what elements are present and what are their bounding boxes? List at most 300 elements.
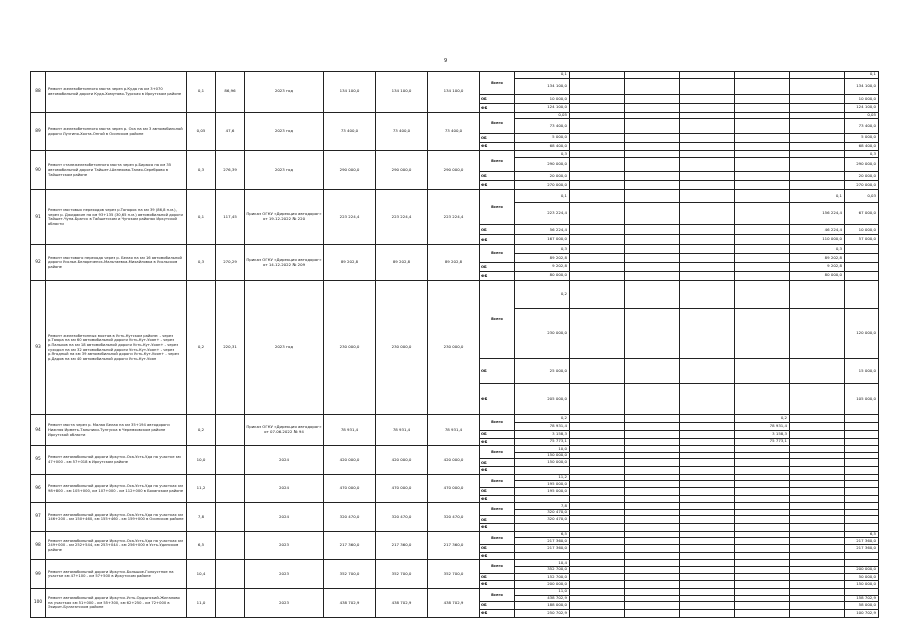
year-amount-cell [735,609,790,617]
percent-value [216,474,245,503]
year-amount-cell [570,384,625,415]
funding-source-label: ФБ [480,384,515,415]
year-amount-cell [845,438,879,446]
year-amount-cell: 11,0 [515,589,570,595]
basis-document: 2024 [245,474,324,503]
program-cost: 223 224,4 [428,190,480,245]
year-amount-cell: 50 000,0 [845,573,879,581]
program-cost: 89 202,8 [428,245,480,280]
year-amount-cell [570,452,625,459]
year-amount-cell [735,481,790,488]
funding-source-label: ФБ [480,142,515,151]
length-km: 0,2 [187,415,216,446]
basis-document: 2023 [245,560,324,589]
year-amount-cell [680,516,735,524]
funding-source-label: ФБ [480,581,515,589]
table-row [31,415,879,423]
year-amount-cell [570,566,625,573]
year-amount-cell [790,158,845,172]
year-amount-cell [625,459,680,467]
year-amount-cell [570,602,625,610]
funding-source-label: Всего [480,280,515,358]
year-amount-cell [625,566,680,573]
year-amount-cell [790,516,845,524]
project-name: Ремонт автомобильной дороги Иркутск-Оса-Усть-Уда на участке км 47+000 - км 57+018 в Иркутском районе [46,446,187,475]
year-amount-cell [625,467,680,475]
funding-source-label: ФБ [480,438,515,446]
basis-document: 2023 год [245,72,324,113]
year-amount-cell [790,415,845,423]
year-amount-cell [570,481,625,488]
year-amount-cell [845,452,879,459]
year-amount-cell: 20 000,0 [515,172,570,181]
year-amount-cell: 217 360,0 [515,538,570,545]
percent-value [216,531,245,560]
year-amount-cell [790,566,845,573]
funding-source-label: Всего [480,151,515,172]
year-amount-cell [680,119,735,133]
funding-source-label: ОБ [480,516,515,524]
year-amount-cell [570,133,625,142]
year-amount-cell: 0,2 [515,280,570,309]
year-amount-cell [790,119,845,133]
percent-value [216,446,245,475]
year-amount-cell: 200 000,0 [515,581,570,589]
year-amount-cell [570,423,625,431]
year-amount-cell [570,573,625,581]
year-amount-cell: 0,3 [515,245,570,254]
year-amount-cell: 73 400,0 [515,119,570,133]
estimated-cost: 217 360,0 [376,531,428,560]
year-amount-cell [735,573,790,581]
project-name: Ремонт сталежелезобетонного моста через р.Бирюса на км 35 автомобильной дороги Тайшет-Шелехово-Талая-Сереброво в Тайшетском районе [46,151,187,190]
total-cost: 470 000,0 [324,474,376,503]
year-amount-cell [570,95,625,104]
year-amount-cell [680,595,735,602]
year-amount-cell [680,280,735,309]
year-amount-cell: 11,2 [515,474,570,480]
project-number: 92 [31,245,46,280]
funding-source-label: Всего [480,415,515,430]
year-amount-cell [680,481,735,488]
year-amount-cell [845,487,879,495]
funding-source-label: ОБ [480,487,515,495]
year-amount-cell [625,271,680,280]
year-amount-cell [625,595,680,602]
year-amount-cell [735,151,790,158]
program-cost: 78 931,4 [428,415,480,446]
year-amount-cell: 0,2 [515,415,570,423]
year-amount-cell [570,359,625,384]
year-amount-cell [735,271,790,280]
funding-source-label: ФБ [480,271,515,280]
year-amount-cell [735,158,790,172]
year-amount-cell [570,581,625,589]
percent-value: 270,29 [216,245,245,280]
year-amount-cell [625,133,680,142]
total-cost: 89 202,8 [324,245,376,280]
year-amount-cell [570,235,625,245]
length-km: 10,4 [187,560,216,589]
year-amount-cell [570,142,625,151]
year-amount-cell: 0,3 [790,245,845,254]
year-amount-cell: 80 000,0 [790,271,845,280]
year-amount-cell [680,263,735,272]
year-amount-cell [625,359,680,384]
length-km: 0,2 [187,280,216,415]
year-amount-cell: 167 000,0 [515,235,570,245]
year-amount-cell: 150 000,0 [845,581,879,589]
funding-source-label: ФБ [480,181,515,190]
year-amount-cell: 230 000,0 [515,309,570,359]
estimated-cost: 89 202,8 [376,245,428,280]
year-amount-cell [790,459,845,467]
year-amount-cell [735,95,790,104]
program-cost: 290 000,0 [428,151,480,190]
year-amount-cell: 0,03 [845,190,879,203]
year-amount-cell: 75 773,1 [515,438,570,446]
year-amount-cell [790,487,845,495]
year-amount-cell [735,459,790,467]
year-amount-cell: 10,4 [515,560,570,566]
year-amount-cell: 0,1 [790,190,845,203]
funding-source-label: ФБ [480,235,515,245]
year-amount-cell [515,524,570,532]
year-amount-cell: 0,1 [515,190,570,203]
funding-source-label: ОБ [480,359,515,384]
funding-source-label: Всего [480,112,515,133]
year-amount-cell [845,459,879,467]
year-amount-cell: 68 400,0 [845,142,879,151]
project-number: 100 [31,589,46,618]
year-amount-cell [625,119,680,133]
year-amount-cell [680,203,735,225]
year-amount-cell: 100 702,9 [845,609,879,617]
year-amount-cell [625,181,680,190]
year-amount-cell [570,430,625,438]
estimated-cost: 223 224,4 [376,190,428,245]
year-amount-cell [570,225,625,235]
year-amount-cell: 75 773,1 [735,438,790,446]
year-amount-cell [625,245,680,254]
year-amount-cell [790,581,845,589]
year-amount-cell: 195 000,0 [515,481,570,488]
year-amount-cell [625,309,680,359]
year-amount-cell: 5 000,0 [515,133,570,142]
total-cost: 223 224,4 [324,190,376,245]
estimated-cost: 78 931,4 [376,415,428,446]
percent-value: 220,31 [216,280,245,415]
project-number: 89 [31,112,46,151]
year-amount-cell [735,524,790,532]
total-cost: 352 700,0 [324,560,376,589]
year-amount-cell [570,158,625,172]
year-amount-cell [735,119,790,133]
funding-source-label: Всего [480,446,515,459]
program-cost: 420 000,0 [428,446,480,475]
program-cost: 470 000,0 [428,474,480,503]
year-amount-cell [845,552,879,560]
length-km: 11,0 [187,589,216,618]
year-amount-cell [735,254,790,263]
year-amount-cell: 223 224,4 [515,203,570,225]
length-km: 0,1 [187,72,216,113]
year-amount-cell [680,235,735,245]
year-amount-cell: 124 100,0 [845,104,879,113]
year-amount-cell [845,280,879,309]
year-amount-cell: 290 000,0 [515,158,570,172]
funding-source-label: ФБ [480,495,515,503]
year-amount-cell [570,595,625,602]
year-amount-cell [625,438,680,446]
estimated-cost: 352 700,0 [376,560,428,589]
year-amount-cell [845,467,879,475]
total-cost: 134 100,0 [324,72,376,113]
year-amount-cell: 0,3 [515,151,570,158]
year-amount-cell [790,384,845,415]
project-name: Ремонт моста через р. Малая Белая на км 35+194 автодороги Нижняя Ирметь-Тальники-Тулгуска в Черемховском районе Иркутской области [46,415,187,446]
year-amount-cell [735,245,790,254]
year-amount-cell [680,172,735,181]
year-amount-cell [790,430,845,438]
year-amount-cell [735,112,790,119]
project-number: 97 [31,503,46,532]
year-amount-cell [625,280,680,309]
year-amount-cell [515,495,570,503]
year-amount-cell [845,495,879,503]
year-amount-cell [680,495,735,503]
year-amount-cell [570,438,625,446]
year-amount-cell [790,467,845,475]
year-amount-cell [625,203,680,225]
project-name: Ремонт железобетонного моста через р.Куда на км 3+070 автомобильной дороги Куда-Хомутово-Турская в Иркутском районе [46,72,187,113]
year-amount-cell [845,263,879,272]
basis-document: 2024 [245,503,324,532]
year-amount-cell: 67 000,0 [845,203,879,225]
project-name: Ремонт автомобильной дороги Иркутск-Оса-Усть-Уда на участках км 98+800 - км 105+000, км 107+000 - км 112+000 в Боханском районе [46,474,187,503]
year-amount-cell: 57 000,0 [845,235,879,245]
year-amount-cell [735,225,790,235]
funding-source-label: Всего [480,503,515,516]
year-amount-cell: 124 100,0 [515,104,570,113]
project-name: Ремонт железобетонных мостов в Усть-Кутском районе: - через р.Таюра на км 60 автомобильной дороги Усть-Кут-Уоян+ - через р.Пальков на км 18 автомобильной дороги Усть-Кут-Уоян+ - через суходол на км 32 автомобильной дороги Усть-Кут-Уоян+ - через р.Ягодный на км 39 автомобильной дороги Усть-Кут-Уоян+ - через р.Дадов на км 40 автомобильной дороги Усть-Кут-Уоян [46,280,187,415]
year-amount-cell: 0,05 [515,112,570,119]
year-amount-cell [570,280,625,309]
year-amount-cell [570,495,625,503]
program-cost: 320 470,0 [428,503,480,532]
year-amount-cell [570,254,625,263]
total-cost: 73 400,0 [324,112,376,151]
year-amount-cell [680,133,735,142]
year-amount-cell [735,487,790,495]
year-amount-cell [790,309,845,359]
funding-source-label: Всего [480,245,515,263]
year-amount-cell [570,538,625,545]
year-amount-cell [735,309,790,359]
year-amount-cell [790,95,845,104]
project-number: 88 [31,72,46,113]
year-amount-cell [570,609,625,617]
length-km: 10,0 [187,446,216,475]
basis-document: Приказ ОГКУ «Дирекция автодорог» от 07.06.2022 № 94 [245,415,324,446]
length-km: 0,3 [187,245,216,280]
basis-document: 2023 [245,589,324,618]
year-amount-cell [625,104,680,113]
year-amount-cell [790,609,845,617]
funding-source-label: ОБ [480,225,515,235]
year-amount-cell: 195 000,0 [515,487,570,495]
year-amount-cell [570,487,625,495]
total-cost: 217 360,0 [324,531,376,560]
year-amount-cell [680,225,735,235]
year-amount-cell [570,245,625,254]
project-number: 98 [31,531,46,560]
year-amount-cell [680,438,735,446]
basis-document: 2024 [245,446,324,475]
funding-source-label: ОБ [480,459,515,467]
percent-value [216,503,245,532]
year-amount-cell: 188 000,0 [515,602,570,610]
estimated-cost: 290 000,0 [376,151,428,190]
year-amount-cell [790,481,845,488]
year-amount-cell: 110 000,0 [790,235,845,245]
year-amount-cell [680,384,735,415]
year-amount-cell: 0,1 [845,72,879,79]
year-amount-cell [680,72,735,79]
year-amount-cell [625,516,680,524]
year-amount-cell [680,359,735,384]
project-name: Ремонт мостовых переходов через р.Топорок на км 39 (86,8 п.м.), через р. Джидакин на км 93+135 (30,65 п.м.) автомобильной дороги Тайшет-Чуна-Братск в Тайшетском и Чунском районах Иркутской области [46,190,187,245]
year-amount-cell [625,254,680,263]
percent-value: 47,6 [216,112,245,151]
year-amount-cell: 150 000,0 [515,459,570,467]
year-amount-cell [680,509,735,516]
year-amount-cell [735,384,790,415]
year-amount-cell [845,524,879,532]
funding-source-label: ОБ [480,430,515,438]
year-amount-cell: 120 000,0 [845,309,879,359]
year-amount-cell [735,545,790,553]
year-amount-cell: 217 360,0 [515,545,570,553]
table-row [31,112,879,119]
year-amount-cell [625,573,680,581]
year-amount-cell [735,235,790,245]
budget-table [30,71,879,618]
year-amount-cell [680,538,735,545]
year-amount-cell [790,545,845,553]
estimated-cost: 134 100,0 [376,72,428,113]
year-amount-cell [790,538,845,545]
year-amount-cell [845,509,879,516]
year-amount-cell: 0,3 [845,151,879,158]
project-number: 96 [31,474,46,503]
year-amount-cell: 250 702,9 [515,609,570,617]
year-amount-cell [790,78,845,95]
year-amount-cell [790,524,845,532]
year-amount-cell [680,415,735,423]
year-amount-cell [625,487,680,495]
total-cost: 78 931,4 [324,415,376,446]
year-amount-cell: 217 360,0 [845,538,879,545]
funding-source-label: Всего [480,72,515,95]
year-amount-cell: 320 470,0 [515,509,570,516]
year-amount-cell [735,280,790,309]
year-amount-cell [845,516,879,524]
year-amount-cell: 156 224,4 [790,203,845,225]
program-cost: 352 700,0 [428,560,480,589]
project-name: Ремонт автомобильной дороги Иркутск-Оса-Усть-Уда на участках км 146+200 - км 150+460, км 155+460 - км 159+000 в Осинском районе [46,503,187,532]
year-amount-cell: 0,2 [735,415,790,423]
table-row [31,245,879,254]
year-amount-cell [570,545,625,553]
year-amount-cell: 46 224,4 [790,225,845,235]
year-amount-cell [680,467,735,475]
year-amount-cell [735,467,790,475]
year-amount-cell: 3 158,3 [515,430,570,438]
year-amount-cell [790,602,845,610]
year-amount-cell: 6,5 [515,531,570,537]
year-amount-cell [625,495,680,503]
year-amount-cell: 6,5 [845,531,879,537]
year-amount-cell [680,142,735,151]
year-amount-cell [735,509,790,516]
year-amount-cell: 150 000,0 [515,452,570,459]
year-amount-cell [625,415,680,423]
year-amount-cell [625,524,680,532]
year-amount-cell [680,573,735,581]
year-amount-cell: 73 400,0 [845,119,879,133]
year-amount-cell: 200 000,0 [845,566,879,573]
project-name: Ремонт автомобильной дороги Иркутск-Оса-Усть-Уда на участках км 249+000 - км 252+544, км 253+044 - км 256+000 в Усть-Удинском районе [46,531,187,560]
funding-source-label: Всего [480,589,515,602]
project-number: 99 [31,560,46,589]
percent-value: 276,39 [216,151,245,190]
year-amount-cell: 58 000,0 [845,602,879,610]
funding-source-label: ОБ [480,95,515,104]
percent-value: 86,96 [216,72,245,113]
estimated-cost: 438 702,9 [376,589,428,618]
year-amount-cell [625,190,680,203]
basis-document: 2023 год [245,112,324,151]
program-cost: 438 702,9 [428,589,480,618]
year-amount-cell [625,151,680,158]
year-amount-cell [735,104,790,113]
page-number: 9 [444,58,448,64]
project-name: Ремонт железобетонного моста через р. Оса на км 3 автомобильной дороги Лузгино-Хохта-Онгой в Осинском районе [46,112,187,151]
year-amount-cell [625,430,680,438]
project-number: 95 [31,446,46,475]
year-amount-cell: 320 470,0 [515,516,570,524]
table-row [31,151,879,158]
year-amount-cell [790,495,845,503]
funding-source-label: ОБ [480,133,515,142]
year-amount-cell [625,263,680,272]
year-amount-cell [790,280,845,309]
year-amount-cell [570,509,625,516]
year-amount-cell: 7,8 [515,503,570,509]
total-cost: 420 000,0 [324,446,376,475]
year-amount-cell [790,112,845,119]
funding-source-label: Всего [480,190,515,225]
year-amount-cell: 152 700,0 [515,573,570,581]
year-amount-cell [680,181,735,190]
percent-value [216,589,245,618]
year-amount-cell [680,78,735,95]
total-cost: 320 470,0 [324,503,376,532]
year-amount-cell [735,172,790,181]
total-cost: 290 000,0 [324,151,376,190]
year-amount-cell [680,602,735,610]
